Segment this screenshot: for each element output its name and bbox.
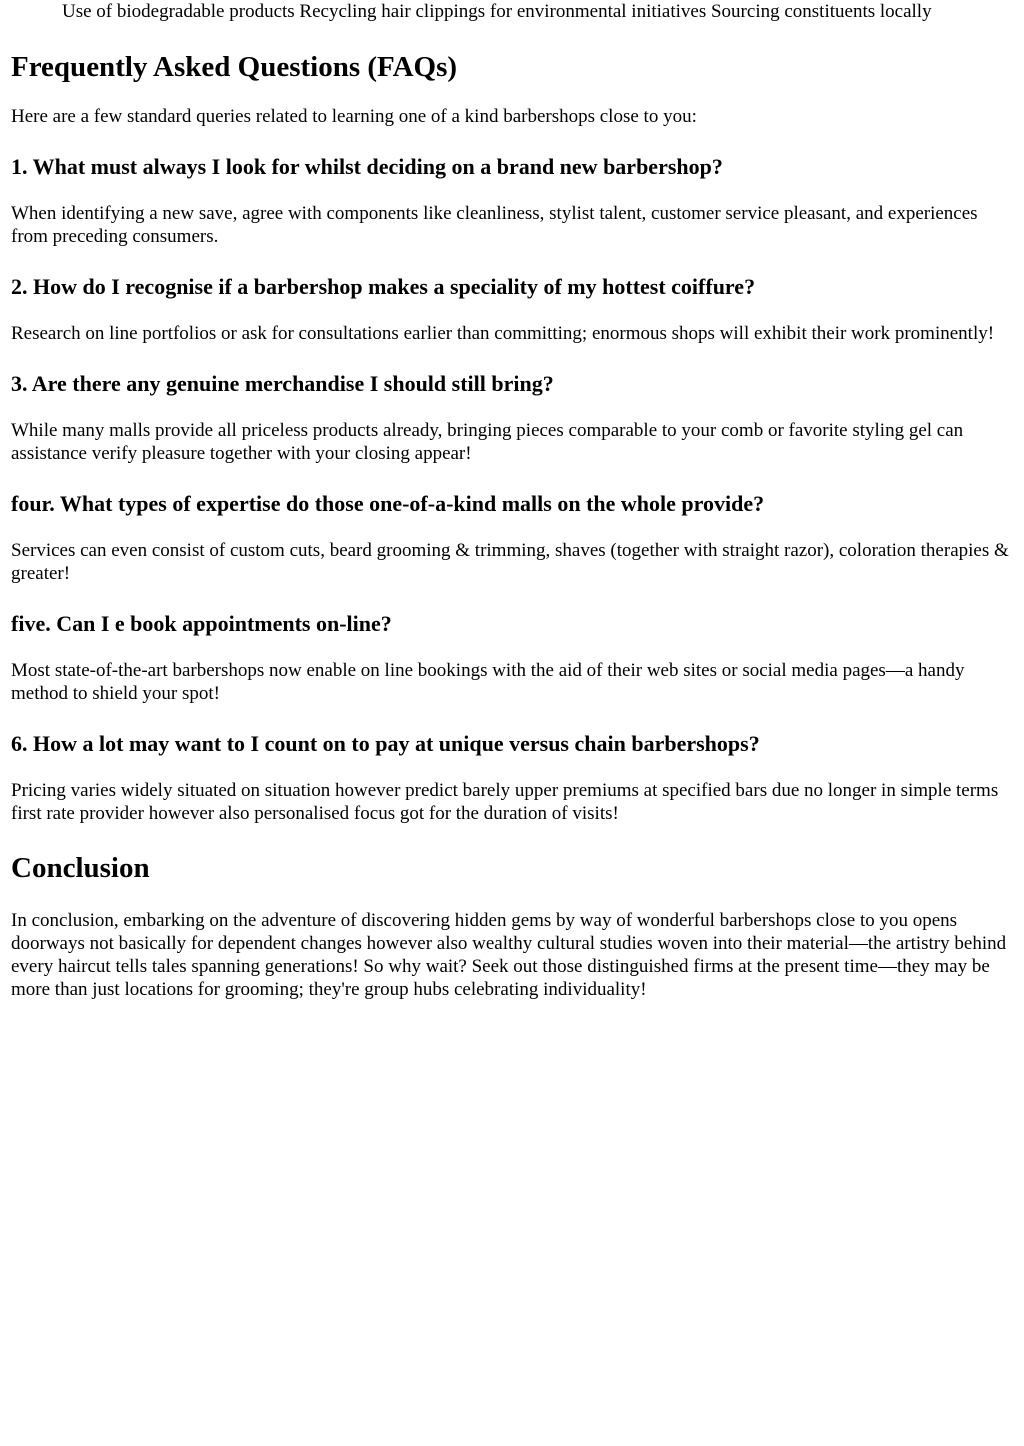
faq-question: four. What types of expertise do those one-of-a-kind malls on the whole provide? (11, 491, 765, 516)
faq-question: 3. Are there any genuine merchandise I should still bring? (11, 371, 554, 396)
faq-item (11, 611, 1010, 705)
faq-question: five. Can I e book appointments on-line? (11, 611, 392, 636)
conclusion-paragraph: In conclusion, embarking on the adventure of discovering hidden gems by way of wonderful barbershops close to you opens doorways not basically for dependent changes however also wealthy cultural studies woven into their material—the artistry behind every haircut tells tales spanning generations! So why wait? Seek out those distinguished firms at the present time—they may be more than just locations for grooming; they're group hubs celebrating individuality! (11, 910, 1007, 1000)
faq-item (11, 731, 1010, 825)
faq-item (11, 371, 1010, 465)
faq-intro: Here are a few standard queries related to learning one of a kind barbershops close to you: (11, 106, 697, 127)
faq-list (11, 154, 1010, 825)
faq-item (11, 274, 1010, 345)
faq-answer: Most state-of-the-art barbershops now enable on line bookings with the aid of their web sites or social media pages—a handy method to shield your spot! (11, 660, 965, 704)
faq-question: 1. What must always I look for whilst deciding on a brand new barbershop? (11, 154, 723, 179)
faq-question: 6. How a lot may want to I count on to pay at unique versus chain barbershops? (11, 731, 760, 756)
faq-answer: Services can even consist of custom cuts, beard grooming & trimming, shaves (together with straight razor), coloration therapies & greater! (11, 540, 1009, 584)
faq-answer: While many malls provide all priceless products already, bringing pieces comparable to your comb or favorite styling gel can assistance verify pleasure together with your closing appear! (11, 420, 964, 464)
faq-heading: Frequently Asked Questions (FAQs) (11, 51, 458, 83)
faq-answer: When identifying a new save, agree with components like cleanliness, stylist talent, customer service pleasant, and experiences from preceding consumers. (11, 203, 978, 247)
faq-answer: Research on line portfolios or ask for consultations earlier than committing; enormous shops will exhibit their work prominently! (11, 323, 995, 344)
faq-item (11, 491, 1010, 585)
faq-answer: Pricing varies widely situated on situation however predict barely upper premiums at specified bars due no longer in simple terms first rate provider however also personalised focus got for the duration of visits! (11, 780, 999, 824)
faq-question: 2. How do I recognise if a barbershop makes a speciality of my hottest coiffure? (11, 274, 756, 299)
faq-item (11, 154, 1010, 248)
conclusion-heading: Conclusion (11, 852, 150, 884)
list-summary-line: Use of biodegradable products Recycling hair clippings for environmental initiatives Sourcing constituents locally (62, 1, 932, 22)
